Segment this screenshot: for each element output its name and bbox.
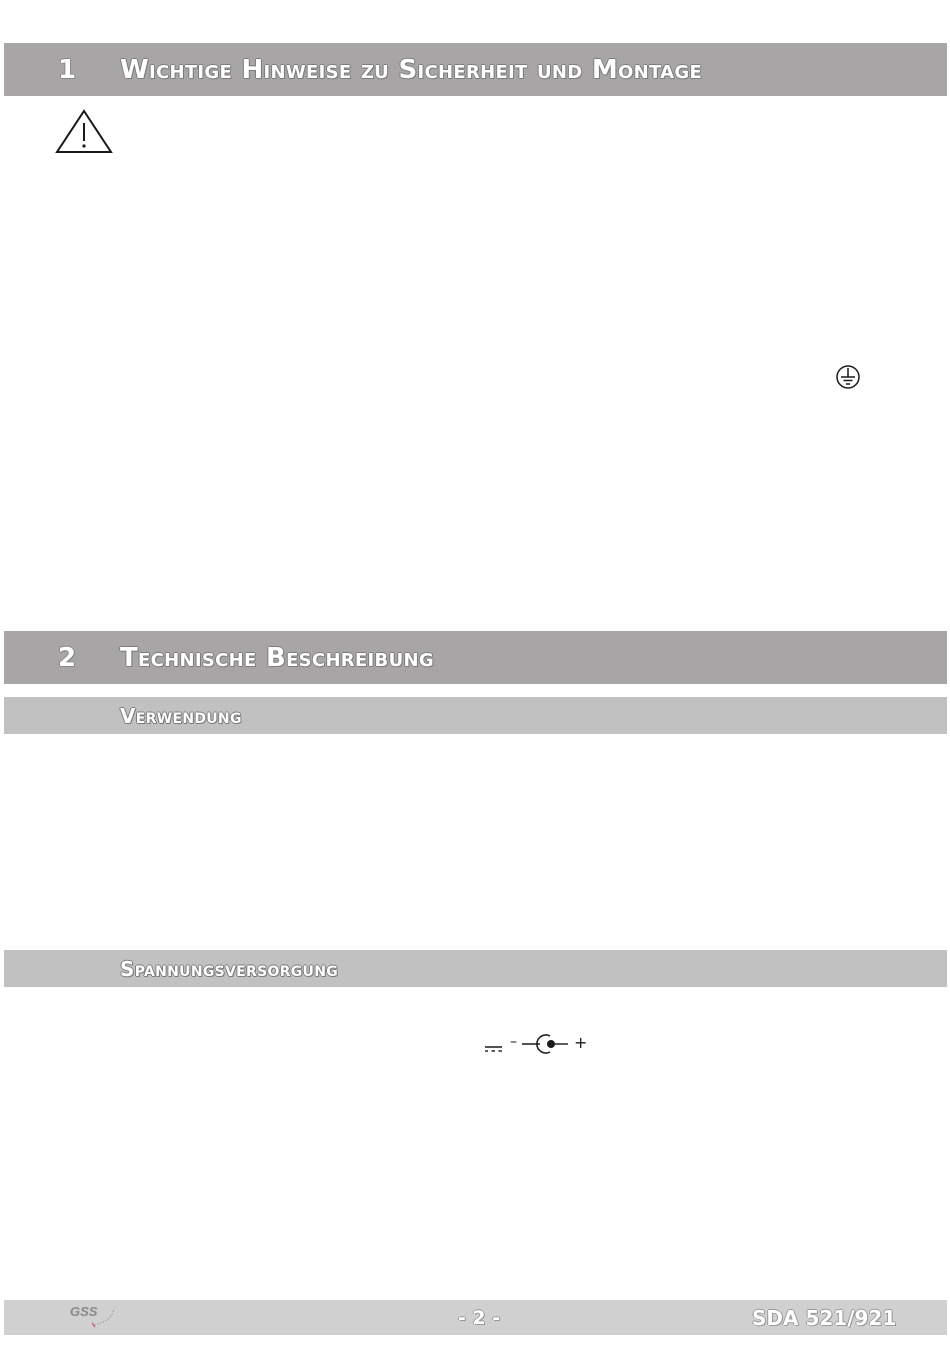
- section-2-number: 2: [58, 642, 77, 673]
- subsection-spannungsversorgung-header: [4, 950, 947, 987]
- section-1-header: [4, 43, 947, 96]
- section-2-header: [4, 631, 947, 684]
- section-1-title: Wichtige Hinweise zu Sicherheit und Montage: [120, 54, 703, 85]
- model-name: SDA 521/921: [752, 1305, 897, 1330]
- protective-earth-icon: [835, 364, 861, 390]
- polarity-plus-label: +: [574, 1033, 588, 1052]
- gss-logo: GSS: [70, 1304, 98, 1319]
- section-2-title: Technische Beschreibung: [120, 642, 434, 673]
- subsection-verwendung-header: [4, 697, 947, 734]
- section-1-number: 1: [58, 54, 77, 85]
- subsection-verwendung-title: Verwendung: [120, 703, 242, 728]
- logo-swoosh-icon: [90, 1305, 120, 1329]
- warning-triangle-icon: [55, 109, 113, 155]
- subsection-spannungsversorgung-title: Spannungsversorgung: [120, 956, 339, 981]
- page-footer: [4, 1300, 947, 1335]
- dc-polarity-diagram: [484, 1032, 594, 1058]
- polarity-minus-label: –: [510, 1034, 517, 1050]
- page-number: - 2 -: [457, 1306, 501, 1329]
